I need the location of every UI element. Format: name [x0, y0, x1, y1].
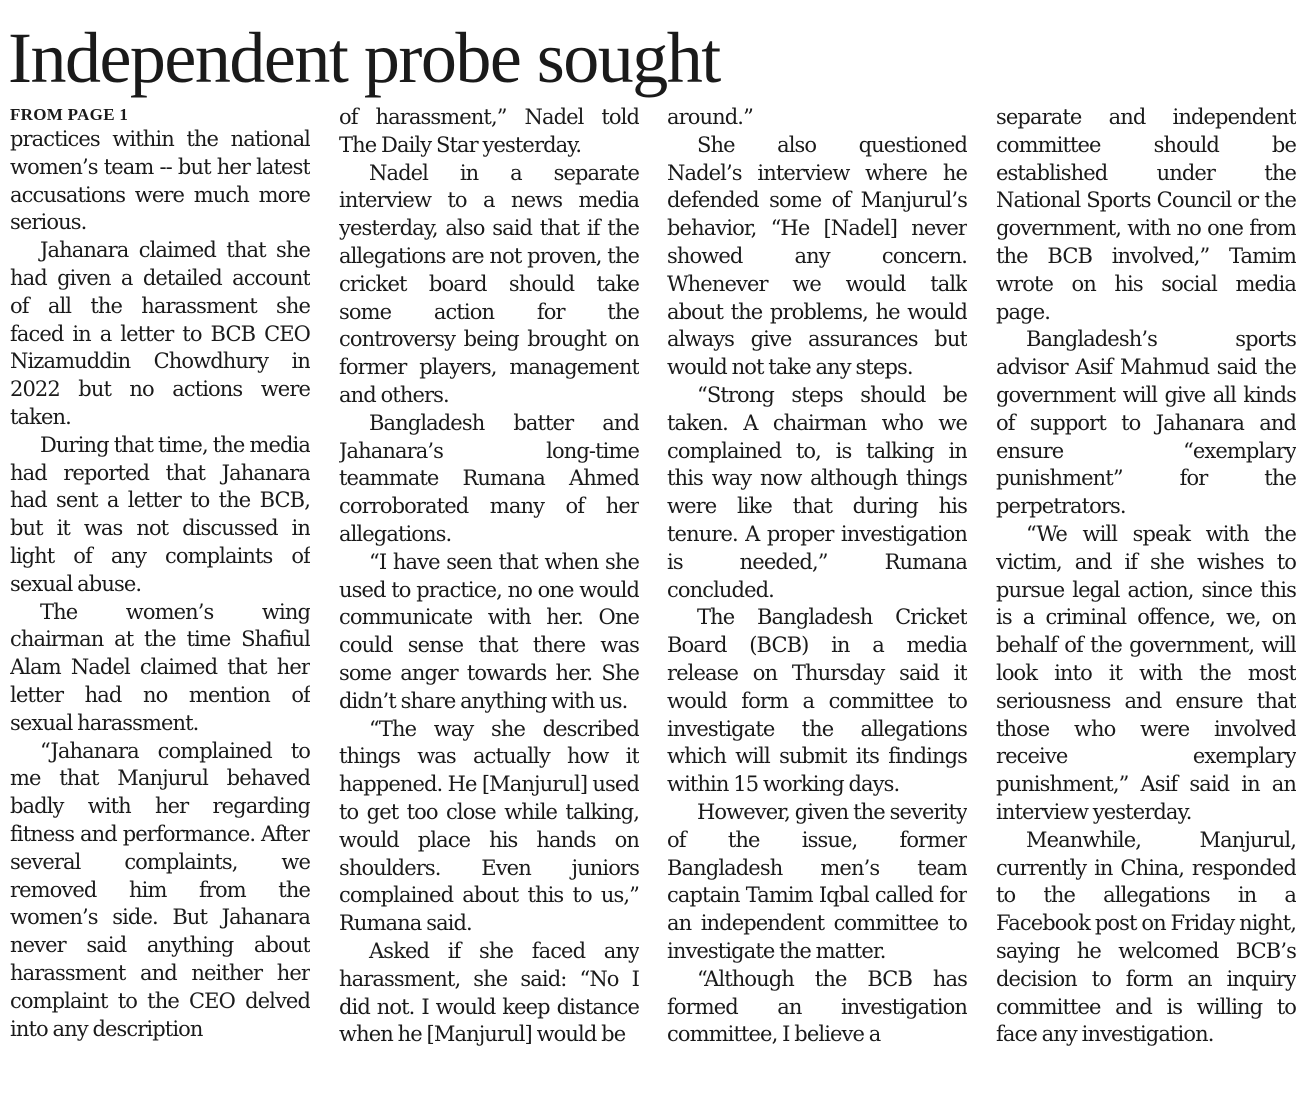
paragraph: During that time, the media had reported that Jahanara had sent a letter to the BCB, but it was not discussed in light of any complaints of sexual abuse. — [10, 432, 310, 596]
paragraph: Asked if she faced any harassment, she said: “No I did not. I would keep distance when he [Manjurul] would be — [339, 938, 639, 1047]
paragraph: She also questioned Nadel’s interview where he defended some of Manjurul’s behavior, “He [Nadel] never showed any concern. Whenever we would talk about the problems, he would always give assurances but would not take any steps. — [667, 132, 967, 380]
paragraph: around.” — [667, 105, 753, 129]
paragraph: Jahanara claimed that she had given a detailed account of all the harassment she faced in a letter to BCB CEO Nizamuddin Chowdhury in 2022 but no actions were taken. — [10, 238, 310, 429]
column-2 — [339, 104, 639, 1110]
paragraph: The women’s wing chairman at the time Shafiul Alam Nadel claimed that her letter had no mention of sexual harassment. — [10, 599, 310, 735]
column-3 — [667, 104, 967, 1110]
paragraph: Nadel in a separate interview to a news media yesterday, also said that if the allegations are not proven, the cricket board should take some action for the controversy being brought on former players, management and others. — [339, 160, 639, 407]
paragraph: However, given the severity of the issue, former Bangladesh men’s team captain Tamim Iqbal called for an independent committee to investigate the matter. — [667, 799, 967, 963]
paragraph: “Strong steps should be taken. A chairman who we complained to, is talking in this way now although things were like that during his tenure. A proper investigation is needed,” Rumana concluded. — [667, 382, 967, 602]
paragraph: “We will speak with the victim, and if she wishes to pursue legal action, since this is a criminal offence, we, on behalf of the government, will look into it with the most seriousness and ensure that those who were involved receive exemplary punishment,” Asif said in an interview yesterday. — [996, 521, 1296, 824]
paragraph: “Although the BCB has formed an investigation committee, I believe a — [667, 966, 967, 1047]
headline: Independent probe sought — [8, 18, 720, 98]
paragraph: separate and independent committee should be established under the National Sports Council or the government, with no one from the BCB involved,” Tamim wrote on his social media page. — [996, 105, 1296, 324]
article-body — [10, 104, 1296, 1110]
paragraph: practices within the national women’s team -- but her latest accusations were much more serious. — [10, 127, 310, 235]
paragraph: of harassment,” Nadel told The Daily Star yesterday. — [339, 105, 639, 157]
paragraph: Bangladesh batter and Jahanara’s long-time teammate Rumana Ahmed corroborated many of her allegations. — [339, 410, 639, 546]
paragraph: “I have seen that when she used to practice, no one would communicate with her. One could sense that there was some anger towards her. She didn’t share anything with us. — [339, 549, 639, 713]
paragraph: Meanwhile, Manjurul, currently in China, responded to the allegations in a Facebook post on Friday night, saying he welcomed BCB’s decision to form an inquiry committee and is willing to face any investigation. — [996, 827, 1296, 1047]
paragraph: “Jahanara complained to me that Manjurul behaved badly with her regarding fitness and performance. After several complaints, we removed him from the women’s side. But Jahanara never said anything about harassment and neither her complaint to the CEO delved into any description — [10, 738, 310, 1041]
column-1 — [10, 104, 310, 1110]
paragraph: “The way she described things was actually how it happened. He [Manjurul] used to get too close while talking, would place his hands on shoulders. Even juniors complained about this to us,” Rumana said. — [339, 716, 639, 936]
paragraph: The Bangladesh Cricket Board (BCB) in a media release on Thursday said it would form a committee to investigate the allegations which will submit its findings within 15 working days. — [667, 605, 967, 797]
paragraph: Bangladesh’s sports advisor Asif Mahmud said the government will give all kinds of support to Jahanara and ensure “exemplary punishment” for the perpetrators. — [996, 327, 1296, 519]
jump-label: FROM PAGE 1 — [10, 105, 129, 124]
column-4 — [996, 104, 1296, 1110]
